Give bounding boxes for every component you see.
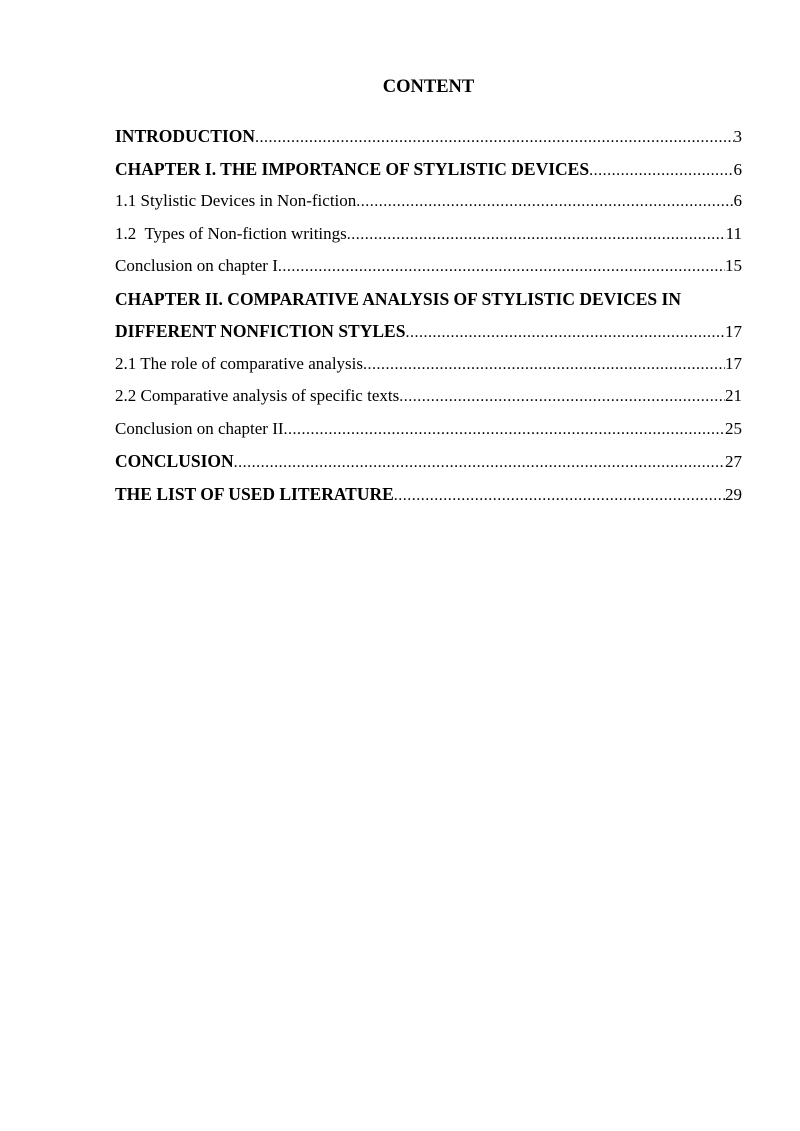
toc-leader-dots bbox=[356, 190, 733, 214]
toc-page-number: 6 bbox=[733, 191, 742, 210]
toc-page-number: 11 bbox=[725, 223, 742, 243]
toc-entry-chapter-1[interactable] bbox=[115, 157, 742, 190]
toc-entry-label: DIFFERENT NONFICTION STYLES bbox=[115, 321, 406, 341]
toc-leader-dots bbox=[399, 385, 725, 409]
toc-page-number: 17 bbox=[725, 322, 742, 341]
toc-page-number: 17 bbox=[725, 353, 742, 373]
toc-entry-literature[interactable] bbox=[115, 482, 742, 515]
toc-leader-dots bbox=[589, 159, 733, 183]
toc-entry-section-1-1[interactable] bbox=[115, 189, 742, 222]
toc-page-number: 27 bbox=[725, 452, 742, 471]
toc-entry-label: 1.1 Stylistic Devices in Non-fiction bbox=[115, 191, 357, 210]
toc-page-number: 6 bbox=[733, 159, 742, 179]
toc-entry-label: Conclusion on chapter I bbox=[115, 256, 278, 275]
toc-leader-dots bbox=[347, 223, 726, 247]
toc-page-number: 29 bbox=[725, 484, 742, 504]
toc-entry-conclusion-chapter-2[interactable] bbox=[115, 417, 742, 450]
toc-entry-label: 2.2 Comparative analysis of specific texts bbox=[115, 386, 400, 405]
toc-page-number: 15 bbox=[725, 256, 742, 275]
toc-entry-label: CHAPTER I. THE IMPORTANCE OF STYLISTIC DEVICES bbox=[115, 158, 590, 179]
toc-leader-dots bbox=[234, 451, 725, 475]
toc-entry-conclusion[interactable] bbox=[115, 449, 742, 482]
toc-entry-label: THE LIST OF USED LITERATURE bbox=[115, 483, 394, 504]
toc-entry-introduction[interactable] bbox=[115, 124, 742, 157]
toc-leader-dots bbox=[363, 353, 725, 377]
table-of-contents bbox=[115, 124, 742, 514]
toc-entry-label: Conclusion on chapter II bbox=[115, 418, 284, 438]
toc-entry-conclusion-chapter-1[interactable] bbox=[115, 254, 742, 287]
toc-entry-chapter-2-line-2[interactable] bbox=[115, 319, 742, 352]
toc-leader-dots bbox=[255, 126, 733, 150]
toc-entry-section-2-1[interactable] bbox=[115, 352, 742, 385]
document-title: CONTENT bbox=[382, 77, 475, 97]
toc-leader-dots bbox=[394, 484, 725, 508]
toc-entry-label: INTRODUCTION bbox=[115, 126, 256, 146]
toc-leader-dots bbox=[278, 255, 725, 279]
toc-entry-label: 2.1 The role of comparative analysis bbox=[115, 353, 363, 373]
toc-page-number: 21 bbox=[725, 386, 742, 405]
toc-entry-label: CONCLUSION bbox=[115, 451, 234, 471]
toc-entry-label: CHAPTER II. COMPARATIVE ANALYSIS OF STYLISTIC DEVICES IN bbox=[115, 288, 681, 309]
toc-entry-chapter-2-line-1[interactable] bbox=[115, 287, 742, 320]
toc-entry-section-2-2[interactable] bbox=[115, 384, 742, 417]
toc-entry-label: 1.2 Types of Non-fiction writings bbox=[115, 223, 347, 243]
toc-leader-dots bbox=[405, 321, 725, 345]
toc-page-number: 25 bbox=[725, 418, 742, 438]
toc-page-number: 3 bbox=[733, 127, 742, 146]
toc-leader-dots bbox=[284, 418, 725, 442]
toc-entry-section-1-2[interactable] bbox=[115, 222, 742, 255]
